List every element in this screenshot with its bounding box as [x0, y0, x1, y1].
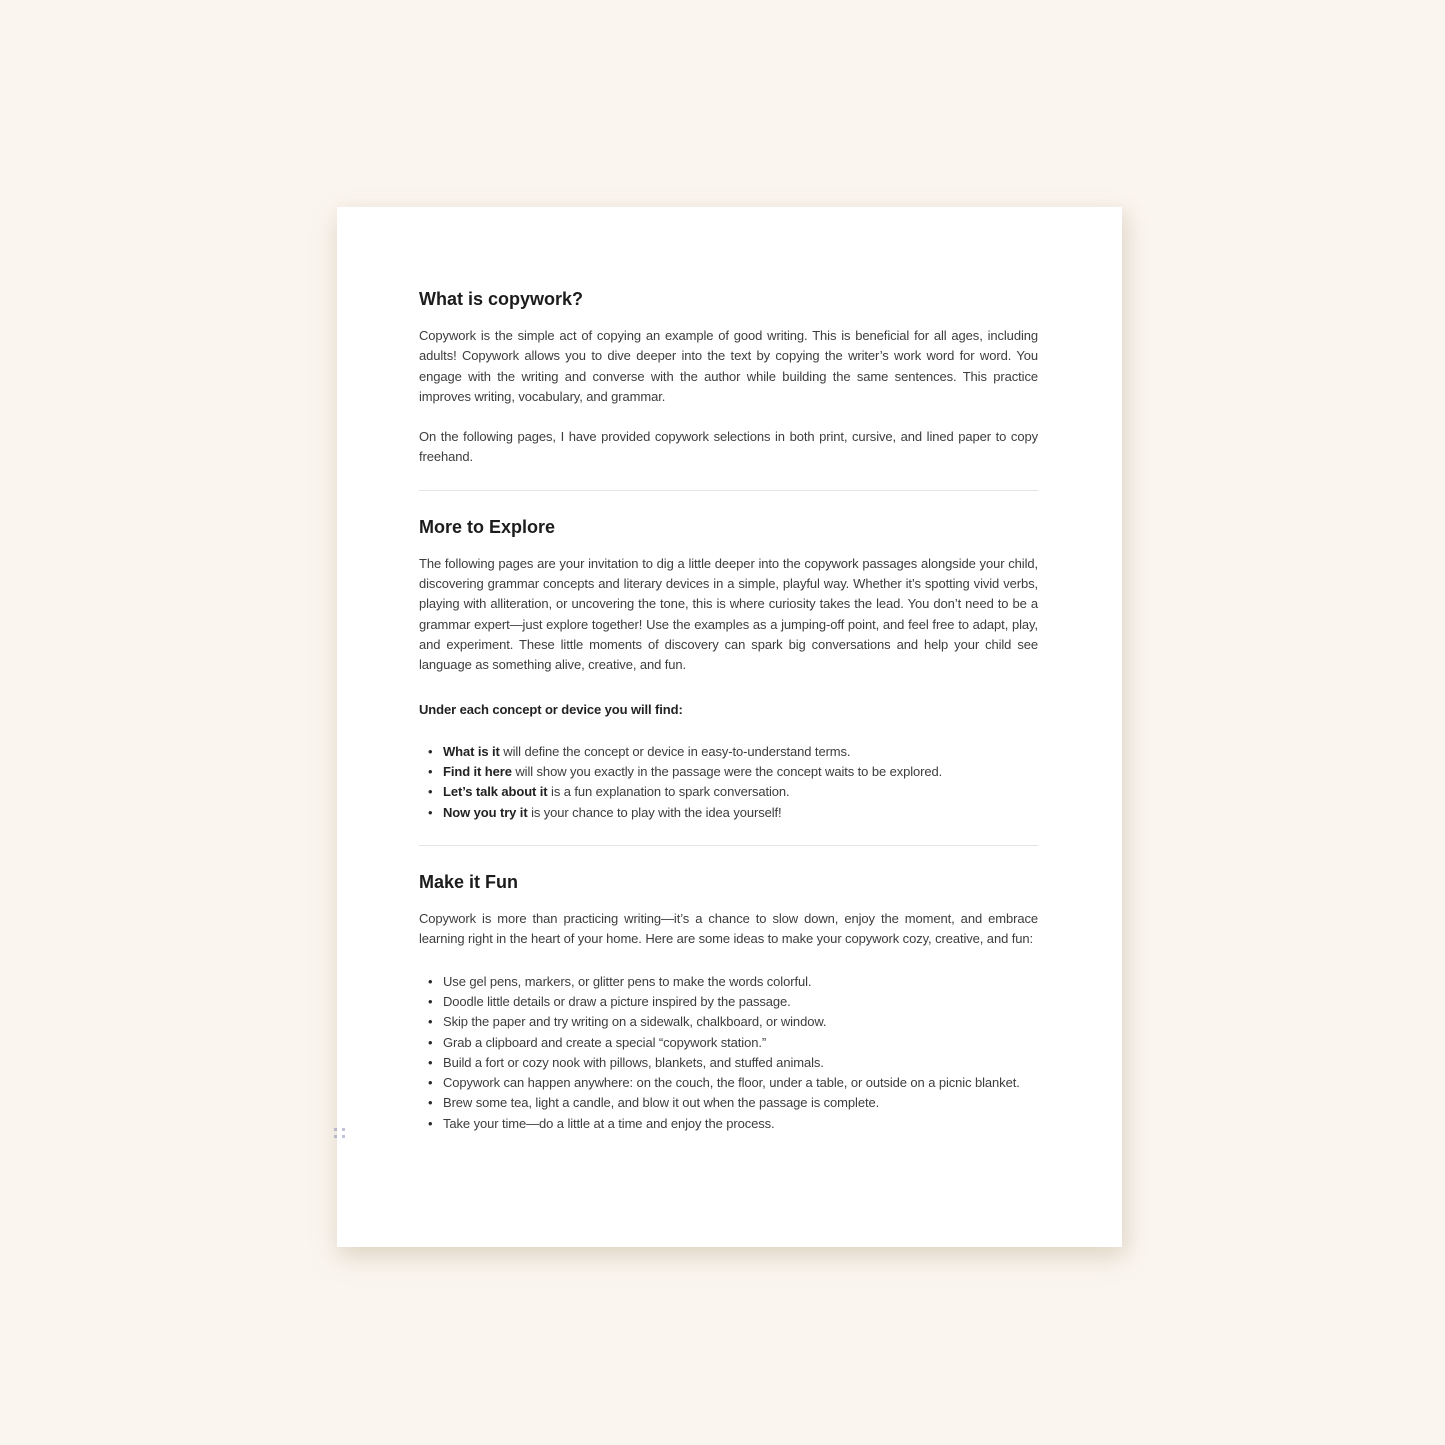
section-divider — [419, 845, 1038, 846]
section-heading-what-is-copywork: What is copywork? — [419, 289, 584, 309]
list-item: • Build a fort or cozy nook with pillows, blankets, and stuffed animals. — [419, 1053, 1038, 1073]
list-item-text: will define the concept or device in easy-to-understand terms. — [499, 743, 851, 759]
concept-bullet-list — [419, 742, 1038, 823]
list-item-text: is your chance to play with the idea yourself! — [527, 804, 782, 820]
list-item: • Copywork can happen anywhere: on the couch, the floor, under a table, or outside on a picnic blanket. — [419, 1073, 1038, 1093]
list-item-lead: Find it here — [443, 764, 512, 780]
section-heading-more-to-explore: More to Explore — [419, 516, 556, 537]
list-item: • Take your time—do a little at a time and enjoy the process. — [419, 1114, 1038, 1134]
section-make-it-fun — [419, 870, 1038, 1134]
document-page — [337, 207, 1122, 1247]
paragraph: Copywork is more than practicing writing—it’s a chance to slow down, enjoy the moment, and embrace learning right in the heart of your home. Here are some ideas to make your copywork cozy, creative, and fun: — [419, 911, 1038, 947]
list-intro-subheading: Under each concept or device you will find: — [419, 701, 683, 717]
list-item: • Use gel pens, markers, or glitter pens to make the words colorful. — [419, 972, 1038, 992]
list-item: • Grab a clipboard and create a special “copywork station.” — [419, 1033, 1038, 1053]
list-item-text: will show you exactly in the passage were the concept waits to be explored. — [511, 764, 943, 780]
page-edge-artifact — [334, 1128, 348, 1139]
section-what-is-copywork — [419, 287, 1038, 468]
list-item: • Skip the paper and try writing on a sidewalk, chalkboard, or window. — [419, 1012, 1038, 1032]
fun-ideas-list — [419, 972, 1038, 1134]
list-item-lead: What is it — [443, 743, 500, 759]
list-item — [419, 742, 1038, 762]
paragraph: Copywork is the simple act of copying an example of good writing. This is beneficial for all ages, including adults! Copywork allows you to dive deeper into the text by copying the writer’s work word for word. You engage with the writing and converse with the author while building the same sentences. This practice improves writing, vocabulary, and grammar. — [419, 328, 1038, 404]
list-item — [419, 762, 1038, 782]
list-item: • Doodle little details or draw a picture inspired by the passage. — [419, 992, 1038, 1012]
list-item-lead: Let’s talk about it — [443, 784, 548, 800]
paragraph: The following pages are your invitation to dig a little deeper into the copywork passages alongside your child, discovering grammar concepts and literary devices in a simple, playful way. Whether it’s spotting vivid verbs, playing with alliteration, or uncovering the tone, this is where curiosity takes the lead. You don’t need to be a grammar expert—just explore together! Use the examples as a jumping-off point, and feel free to adapt, play, and experiment. These little moments of discovery can spark big conversations and help your child see language as something alive, creative, and fun. — [419, 555, 1038, 673]
section-divider — [419, 490, 1038, 491]
list-item-text: is a fun explanation to spark conversation. — [547, 784, 790, 800]
list-item-lead: Now you try it — [443, 804, 528, 820]
list-item: • Brew some tea, light a candle, and blow it out when the passage is complete. — [419, 1093, 1038, 1113]
list-item — [419, 782, 1038, 802]
paragraph: On the following pages, I have provided copywork selections in both print, cursive, and lined paper to copy freehand. — [419, 429, 1038, 465]
list-item — [419, 803, 1038, 823]
section-heading-make-it-fun: Make it Fun — [419, 872, 519, 893]
section-more-to-explore — [419, 515, 1038, 823]
